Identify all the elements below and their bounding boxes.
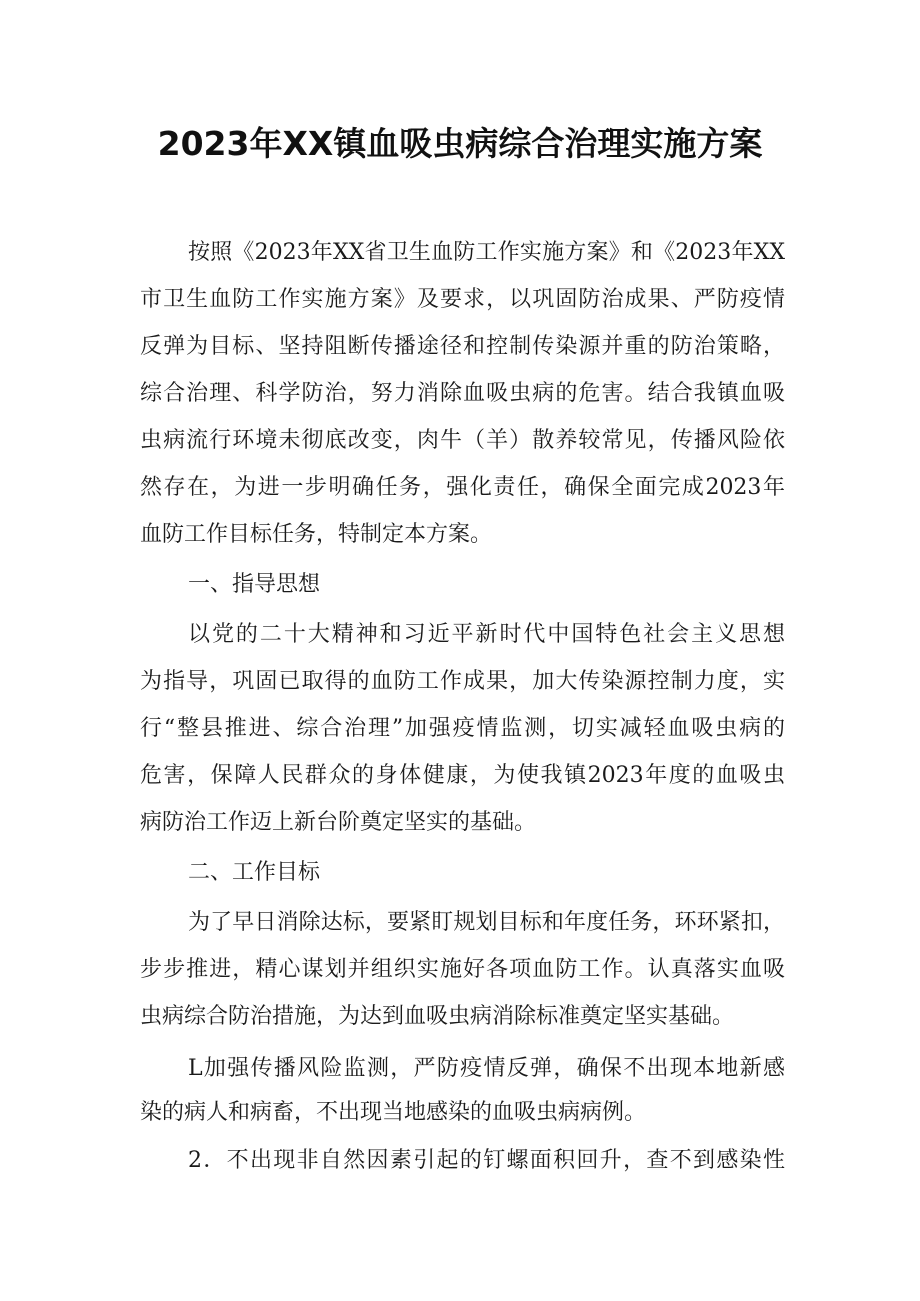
document-title: 2023年XX镇血吸虫病综合治理实施方案 — [157, 124, 763, 163]
section-heading-work-goals: 二、工作目标 — [188, 860, 321, 885]
intro-line: 综合治理、科学防治，努力消除血吸虫病的危害。结合我镇血吸 — [140, 381, 785, 406]
intro-line: 然存在，为进一步明确任务，强化责任，确保全面完成2023年 — [140, 475, 785, 500]
section1-line: 病防治工作迈上新台阶奠定坚实的基础。 — [140, 810, 537, 835]
section2-line: 步步推进，精心谋划并组织实施好各项血防工作。认真落实血吸 — [140, 957, 785, 982]
section2-line: 为了早日消除达标，要紧盯规划目标和年度任务，环环紧扣， — [188, 910, 785, 935]
section1-line: 以党的二十大精神和习近平新时代中国特色社会主义思想 — [188, 622, 785, 647]
goal-item-1-line: 染的病人和病畜，不出现当地感染的血吸虫病病例。 — [140, 1100, 647, 1125]
section1-line: 行“整县推进、综合治理”加强疫情监测，切实减轻血吸虫病的 — [140, 716, 785, 741]
section-heading-guiding-thought: 一、指导思想 — [188, 572, 321, 597]
intro-line: 按照《2023年XX省卫生血防工作实施方案》和《2023年XX — [188, 240, 785, 265]
section1-line: 为指导，巩固已取得的血防工作成果，加大传染源控制力度，实 — [140, 669, 785, 694]
intro-line: 市卫生血防工作实施方案》及要求，以巩固防治成果、严防疫情 — [140, 287, 785, 312]
section2-line: 虫病综合防治措施，为达到血吸虫病消除标准奠定坚实基础。 — [140, 1004, 735, 1029]
goal-item-1-line: L加强传播风险监测，严防疫情反弹，确保不出现本地新感 — [188, 1056, 785, 1081]
goal-item-2-line: 2．不出现非自然因素引起的钉螺面积回升，查不到感染性 — [188, 1148, 785, 1173]
intro-line: 虫病流行环境未彻底改变，肉牛（羊）散养较常见，传播风险依 — [140, 428, 785, 453]
section1-line: 危害，保障人民群众的身体健康，为使我镇2023年度的血吸虫 — [140, 763, 785, 788]
intro-line: 反弹为目标、坚持阻断传播途径和控制传染源并重的防治策略， — [140, 334, 785, 359]
intro-line: 血防工作目标任务，特制定本方案。 — [140, 522, 493, 547]
